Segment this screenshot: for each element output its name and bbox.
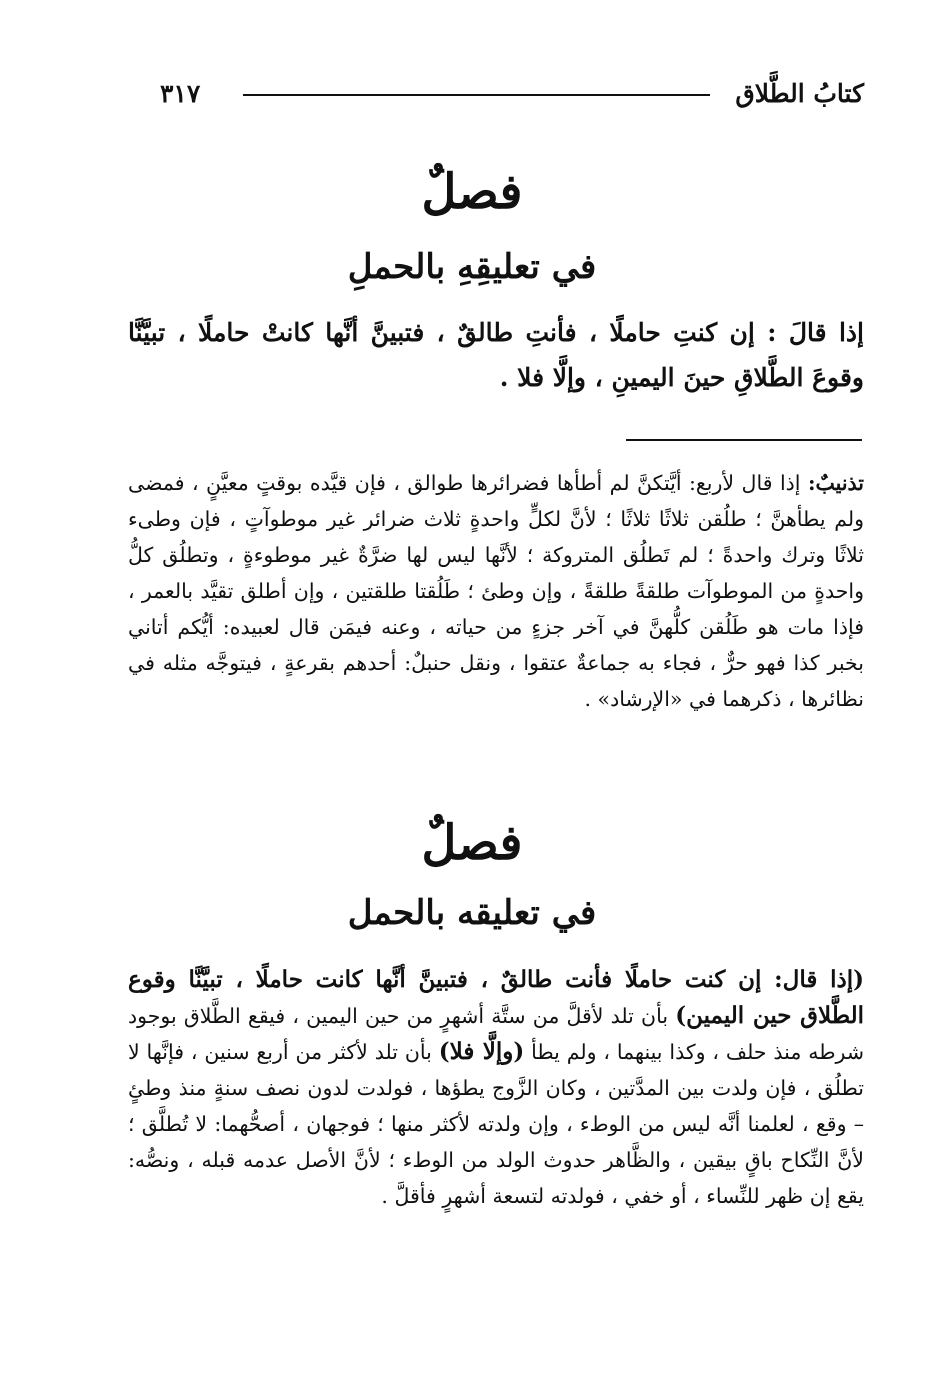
header-rule [243,94,710,96]
section-subheading: في تعليقه بالحمل [347,893,597,933]
footnote-paragraph [128,465,864,717]
commentary-text: بأن تلد لأقلَّ من ستَّة أشهرٍ من حين اليمين ، فيقع الطَّلاق بوجود شرطه منذ حلف ، وكذا بينهما ، ولم يطأ [128,1004,865,1064]
page-number: ٣١٧ [160,79,201,108]
commentary-text: بأن تلد لأكثر من أربع سنين ، فإنَّها لا تطلُق ، فإن ولدت بين المدَّتين ، وكان الزَّوج يطؤها ، فولدت لدون نصف سنةٍ منذ وطئٍ – وقع ، لعلمنا أنَّه ليس من الوطء ، وإن ولدته لأكثر منها ؛ فوجهان ، أصحُّهما: لا تُطلَّق ؛ لأنَّ النِّكاح باقٍ بيقين ، والظَّاهر حدوث الولد من الوطء ؛ لأنَّ الأصل عدمه قبله ، ونصُّه: يقع إن ظهر للنِّساء ، أو خفي ، فولدته لتسعة أشهرٍ فأقلَّ . [128,1040,864,1208]
book-title: كتابُ الطَّلاق [735,79,864,108]
section-subheading: في تعليقِهِ بالحملِ [347,247,597,287]
section-heading: فصلٌ [421,815,523,871]
footnote-label: تذنيبٌ: [807,471,864,495]
matn-quote: (وإلَّا فلا) [438,1038,525,1065]
main-text-paragraph: إذا قالَ : إن كنتِ حاملًا ، فأنتِ طالقٌ ، فتبينَّ أنَّها كانتْ حاملًا ، تبيَّنَّا وقوعَ الطَّلاقِ حينَ اليمينِ ، وإلَّا فلا . [128,318,864,392]
footnote-text: إذا قال لأربع: أيَّتكنَّ لم أطأها فضرائرها طوالق ، فإن قيَّده بوقتٍ معيَّنٍ ، فمضى ولم يطأهنَّ ؛ طلُقن ثلاثًا ثلاثًا ؛ لأنَّ لكلٍّ واحدةٍ ثلاث ضرائر غير موطوآتٍ ، فإن وطىء ثلاثًا وترك واحدةً ؛ لم تَطلُق المتروكة ؛ لأنَّها ليس لها ضرَّةٌ غير موطوءةٍ ، وتطلُق كلُّ واحدةٍ من الموطوآت طلقةً طلقةً ، وإن وطئ ؛ طَلُقتا طلقتين ، وإن أطلق تقيَّد بالعمر ، فإذا مات هو طَلُقن كلُّهنَّ في آخر جزءٍ من حياته ، وعنه فيمَن قال لعبيده: أيُّكم أتاني بخبر كذا فهو حرٌّ ، فجاء به جماعةٌ عتقوا ، ونقل حنبلٌ: أحدهم بقرعةٍ ، فيتوجَّه مثله في نظائرها ، ذكرهما في «الإرشاد» . [128,471,864,711]
commentary-paragraph [128,962,864,1214]
footnote-separator [626,439,862,441]
section-heading: فصلٌ [421,164,523,220]
matn-quote: (إذا قال: إن كنت حاملًا فأنت طالقٌ ، فتبينَّ أنَّها كانت حاملًا ، تبيَّنَّا وقوع الطَّلاق حين اليمين) [128,966,864,1029]
running-header [120,74,864,114]
